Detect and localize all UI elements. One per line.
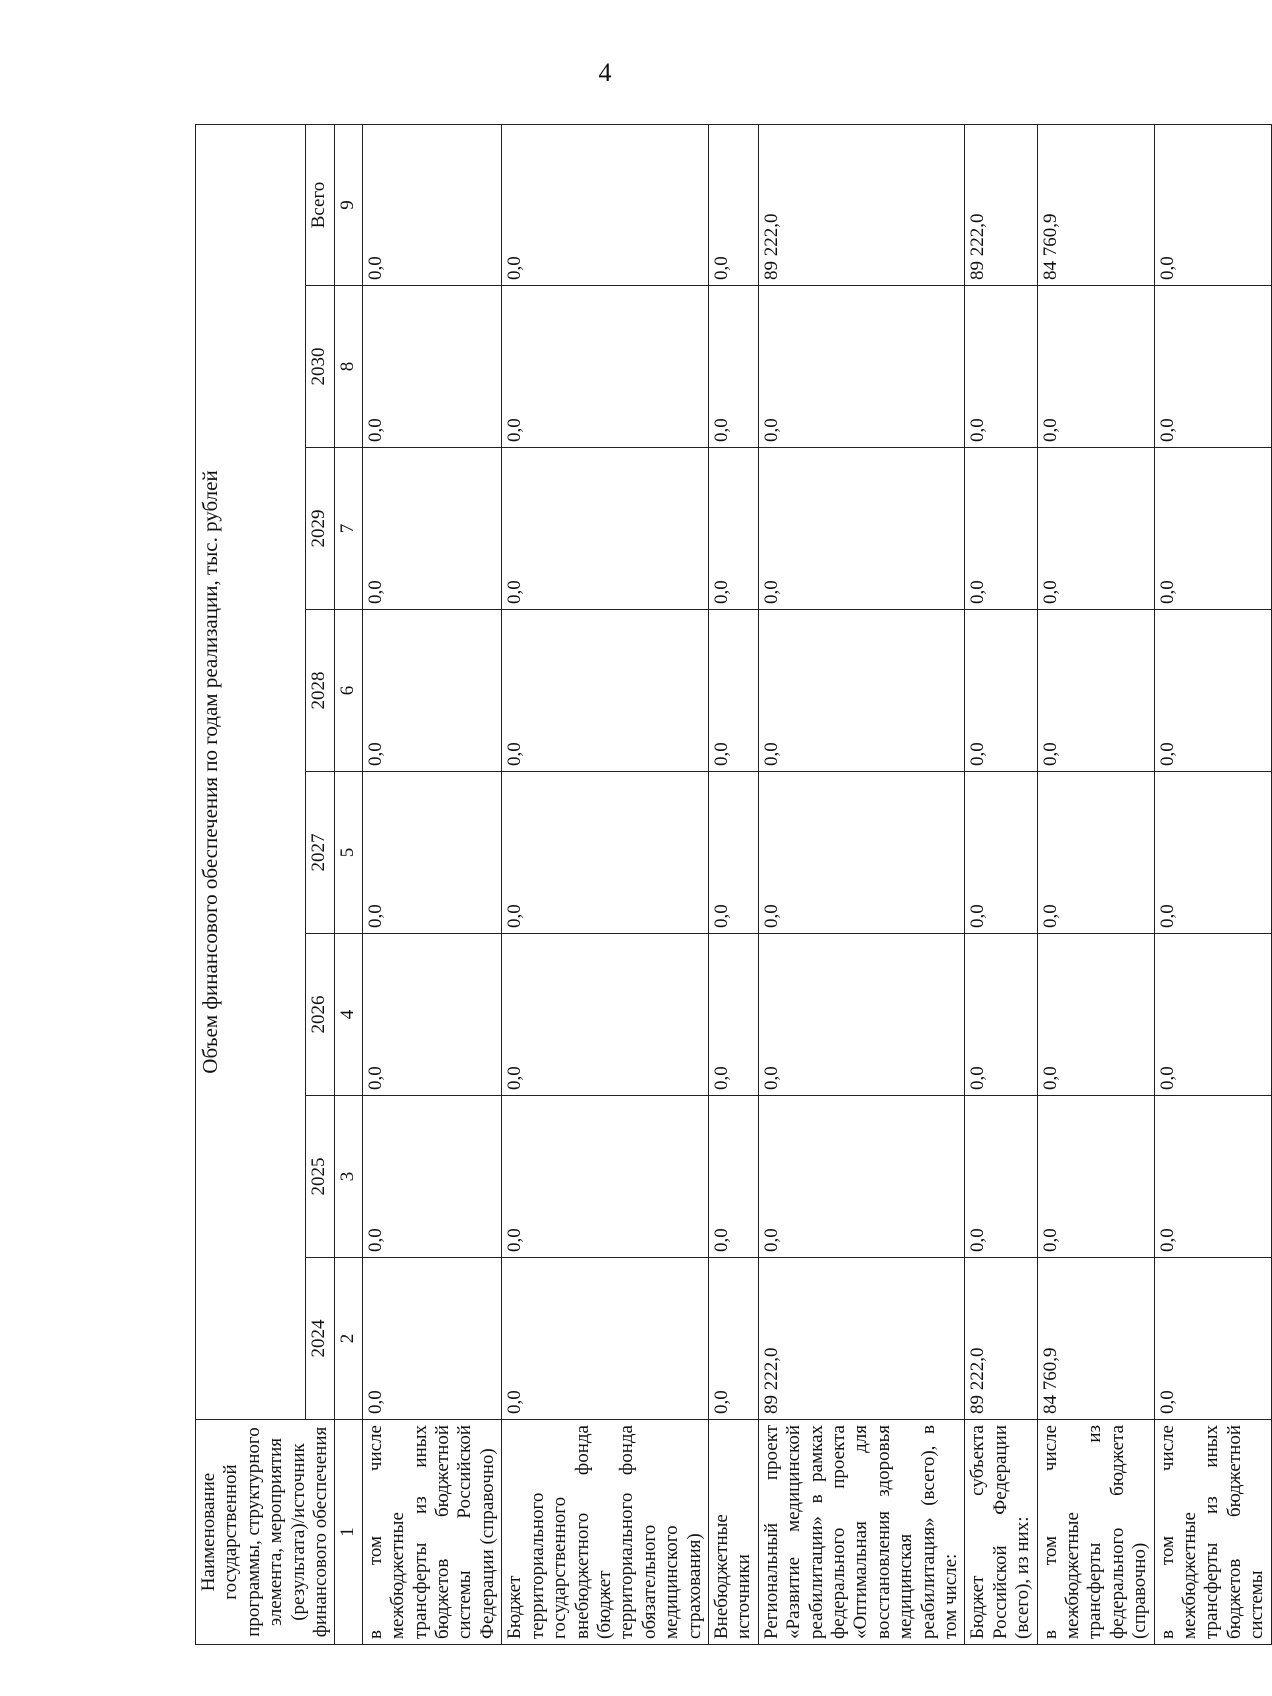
row-value: 0,0: [502, 772, 709, 934]
header-name-column: Наименование государственной программы, структурного элемента, мероприятия (результата)/источник финансового обеспечения: [196, 1420, 335, 1645]
table-row: [758, 124, 965, 1644]
row-value: 0,0: [965, 610, 1037, 772]
row-value: 0,0: [1037, 934, 1154, 1096]
header-year: 2030: [306, 286, 335, 448]
row-name: в том числе межбюджетные трансферты из федерального бюджета (справочно): [1037, 1420, 1154, 1645]
table-row: [1154, 124, 1271, 1644]
table-row: [1037, 124, 1154, 1644]
row-value: 0,0: [1037, 286, 1154, 448]
row-value: 0,0: [362, 934, 501, 1096]
row-value: 0,0: [1037, 610, 1154, 772]
table-row: [362, 124, 501, 1644]
row-value: 89 222,0: [965, 1258, 1037, 1420]
row-value: 0,0: [362, 1258, 501, 1420]
row-value: 0,0: [965, 448, 1037, 610]
row-value: 0,0: [965, 1096, 1037, 1258]
header-year: 2029: [306, 448, 335, 610]
header-column-numbers-row: [335, 124, 362, 1644]
row-value: 0,0: [708, 286, 758, 448]
row-value: 0,0: [362, 610, 501, 772]
row-value: 0,0: [708, 772, 758, 934]
row-value: 0,0: [502, 286, 709, 448]
row-value: 0,0: [708, 610, 758, 772]
table-row: [502, 124, 709, 1644]
row-name: в том числе межбюджетные трансферты из иных бюджетов бюджетной системы: [1154, 1420, 1271, 1645]
column-number: 7: [335, 448, 362, 610]
row-value: 0,0: [965, 286, 1037, 448]
budget-table: [195, 124, 1272, 1645]
row-value: 0,0: [758, 286, 965, 448]
column-number: 3: [335, 1096, 362, 1258]
row-value: 0,0: [708, 1096, 758, 1258]
row-value: 0,0: [362, 286, 501, 448]
header-years-row: [306, 124, 335, 1644]
row-value: 0,0: [362, 1096, 501, 1258]
row-name: в том числе межбюджетные трансферты из иных бюджетов бюджетной системы Российской Федерации (справочно): [362, 1420, 501, 1645]
row-name: Бюджет субъекта Российской Федерации (всего), из них:: [965, 1420, 1037, 1645]
row-value: 89 222,0: [965, 124, 1037, 285]
row-name: Бюджет территориального государственного внебюджетного фонда (бюджет территориального фонда обязательного медицинского страхования): [502, 1420, 709, 1645]
row-value: 89 222,0: [758, 1258, 965, 1420]
column-number: 5: [335, 772, 362, 934]
row-value: 0,0: [758, 772, 965, 934]
table-body: [362, 124, 1271, 1644]
row-value: 0,0: [1154, 610, 1271, 772]
row-value: 0,0: [1154, 448, 1271, 610]
row-value: 0,0: [502, 1258, 709, 1420]
page-number: 4: [598, 58, 612, 87]
row-value: 0,0: [1037, 1096, 1154, 1258]
row-value: 0,0: [502, 610, 709, 772]
row-value: 0,0: [758, 610, 965, 772]
row-value: 0,0: [758, 448, 965, 610]
row-value: 0,0: [708, 448, 758, 610]
row-value: 0,0: [502, 1096, 709, 1258]
row-value: 0,0: [1154, 1096, 1271, 1258]
row-value: 0,0: [965, 772, 1037, 934]
header-year: 2024: [306, 1258, 335, 1420]
row-value: 0,0: [708, 124, 758, 285]
row-value: 0,0: [1154, 934, 1271, 1096]
row-value: 0,0: [1154, 286, 1271, 448]
row-name: Внебюджетные источники: [708, 1420, 758, 1645]
column-number: 9: [335, 124, 362, 285]
column-number: 2: [335, 1258, 362, 1420]
row-value: 0,0: [1154, 772, 1271, 934]
row-value: 0,0: [502, 448, 709, 610]
row-value: 0,0: [758, 1096, 965, 1258]
row-value: 0,0: [708, 934, 758, 1096]
row-value: 0,0: [362, 124, 501, 285]
header-year: 2028: [306, 610, 335, 772]
header-year: 2027: [306, 772, 335, 934]
row-value: 0,0: [502, 934, 709, 1096]
rotated-table-wrapper: [195, 125, 1268, 1645]
header-main: Объем финансового обеспечения по годам реализации, тыс. рублей: [196, 124, 306, 1419]
row-value: 89 222,0: [758, 124, 965, 285]
row-value: 84 760,9: [1037, 1258, 1154, 1420]
row-value: 0,0: [1154, 1258, 1271, 1420]
row-value: 84 760,9: [1037, 124, 1154, 285]
row-value: 0,0: [965, 934, 1037, 1096]
row-value: 0,0: [1037, 448, 1154, 610]
row-value: 0,0: [502, 124, 709, 285]
row-value: 0,0: [362, 448, 501, 610]
row-value: 0,0: [758, 934, 965, 1096]
row-name: Региональный проект «Развитие медицинской реабилитации» в рамках федерального проекта «Оптимальная для восстановления здоровья медицинская реабилитация» (всего), в том числе:: [758, 1420, 965, 1645]
row-value: 0,0: [1037, 772, 1154, 934]
header-year: 2025: [306, 1096, 335, 1258]
column-number: 4: [335, 934, 362, 1096]
column-number: 8: [335, 286, 362, 448]
table-row: [708, 124, 758, 1644]
row-value: 0,0: [362, 772, 501, 934]
header-year: 2026: [306, 934, 335, 1096]
header-year: Всего: [306, 124, 335, 285]
row-value: 0,0: [708, 1258, 758, 1420]
table-row: [965, 124, 1037, 1644]
column-number: 1: [335, 1420, 362, 1645]
row-value: 0,0: [1154, 124, 1271, 285]
column-number: 6: [335, 610, 362, 772]
